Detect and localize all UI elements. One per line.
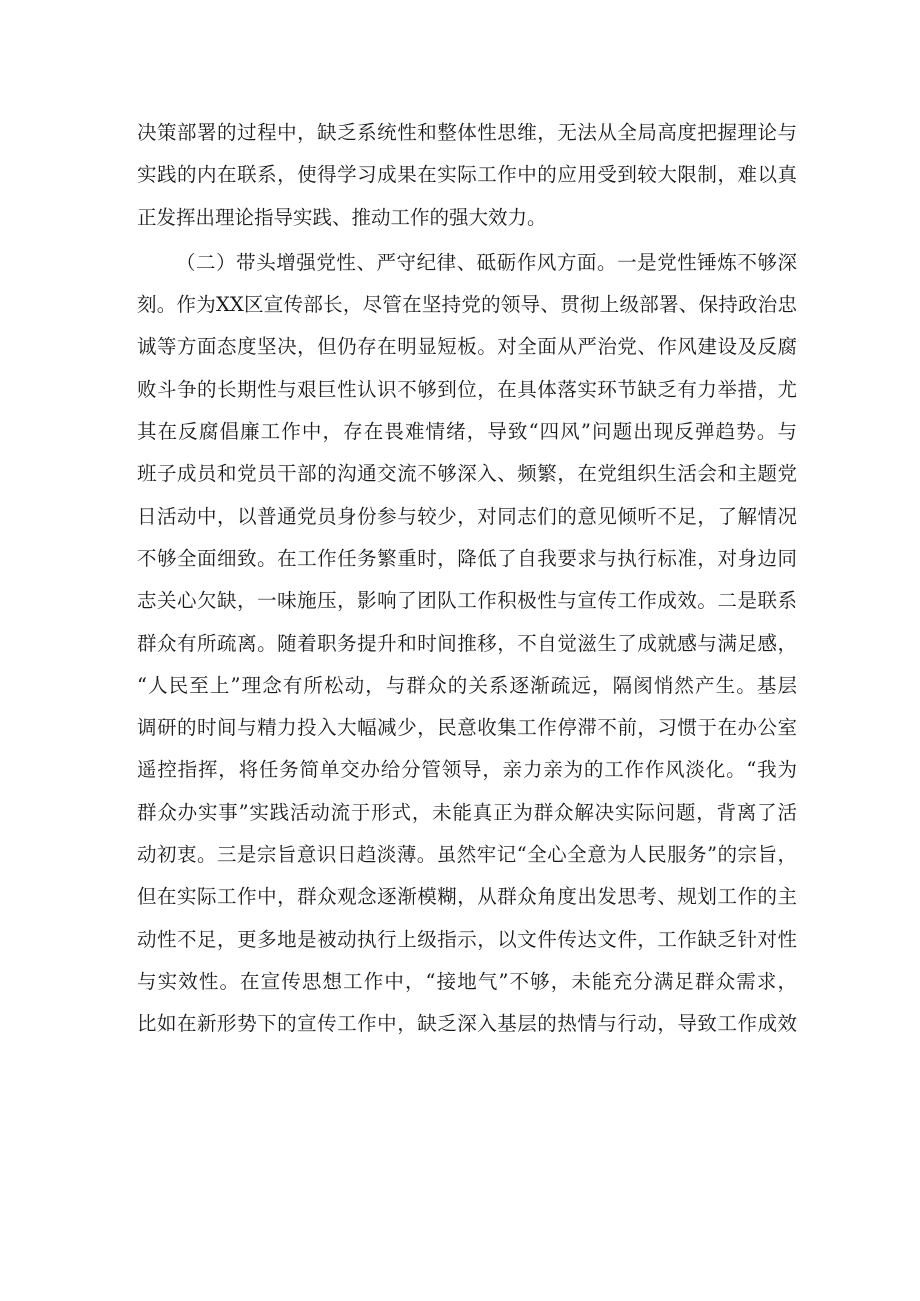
paragraph-line: 不够全面细致。在工作任务繁重时，降低了自我要求与执行标准，对身边同 <box>137 546 797 570</box>
paragraph-line: 遥控指挥，将任务简单交办给分管领导，亲力亲为的工作作风淡化。“我为 <box>137 758 797 782</box>
paragraph-line: 但在实际工作中，群众观念逐渐模糊，从群众角度出发思考、规划工作的主 <box>137 885 797 909</box>
document-body <box>137 112 797 1088</box>
paragraph-line: 日活动中，以普通党员身份参与较少，对同志们的意见倾听不足，了解情况 <box>137 504 797 528</box>
paragraph-line: （二）带头增强党性、严守纪律、砥砺作风方面。一是党性锤炼不够深 <box>176 250 797 274</box>
paragraph-line: 班子成员和党员干部的沟通交流不够深入、频繁，在党组织生活会和主题党 <box>137 462 797 486</box>
paragraph-line: 比如在新形势下的宣传工作中，缺乏深入基层的热情与行动，导致工作成效 <box>137 1012 797 1036</box>
paragraph-line: 实践的内在联系，使得学习成果在实际工作中的应用受到较大限制，难以真 <box>137 163 797 187</box>
paragraph-line: 动初衷。三是宗旨意识日趋淡薄。虽然牢记“全心全意为人民服务”的宗旨， <box>137 843 797 867</box>
paragraph-2 <box>137 242 797 1088</box>
paragraph-line: 动性不足，更多地是被动执行上级指示，以文件传达文件，工作缺乏针对性 <box>137 927 797 951</box>
paragraph-line: 调研的时间与精力投入大幅减少，民意收集工作停滞不前，习惯于在办公室 <box>137 716 797 740</box>
paragraph-line <box>137 1046 797 1088</box>
paragraph-line: 刻。作为XX区宣传部长，尽管在坚持党的领导、贯彻上级部署、保持政治忠 <box>137 293 797 317</box>
paragraph-line: 与实效性。在宣传思想工作中，“接地气”不够，未能充分满足群众需求， <box>137 969 797 993</box>
paragraph-line: 其在反腐倡廉工作中，存在畏难情绪，导致“四风”问题出现反弹趋势。与 <box>137 420 797 444</box>
paragraph-line: 败斗争的长期性与艰巨性认识不够到位，在具体落实环节缺乏有力举措，尤 <box>137 377 797 401</box>
paragraph-line: 决策部署的过程中，缺乏系统性和整体性思维，无法从全局高度把握理论与 <box>137 121 797 144</box>
paragraph-line: 群众办实事”实践活动流于形式，未能真正为群众解决实际问题，背离了活 <box>137 800 797 824</box>
paragraph-line: “人民至上”理念有所松动，与群众的关系逐渐疏远，隔阂悄然产生。基层 <box>137 673 797 697</box>
paragraph-line: 诚等方面态度坚决，但仍存在明显短板。对全面从严治党、作风建设及反腐 <box>137 335 797 359</box>
paragraph-line: 群众有所疏离。随着职务提升和时间推移，不自觉滋生了成就感与满足感， <box>137 631 797 655</box>
paragraph-line: 志关心欠缺，一味施压，影响了团队工作积极性与宣传工作成效。二是联系 <box>137 589 797 613</box>
paragraph-line: 正发挥出理论指导实践、推动工作的强大效力。 <box>137 205 547 229</box>
paragraph-1 <box>137 112 797 239</box>
